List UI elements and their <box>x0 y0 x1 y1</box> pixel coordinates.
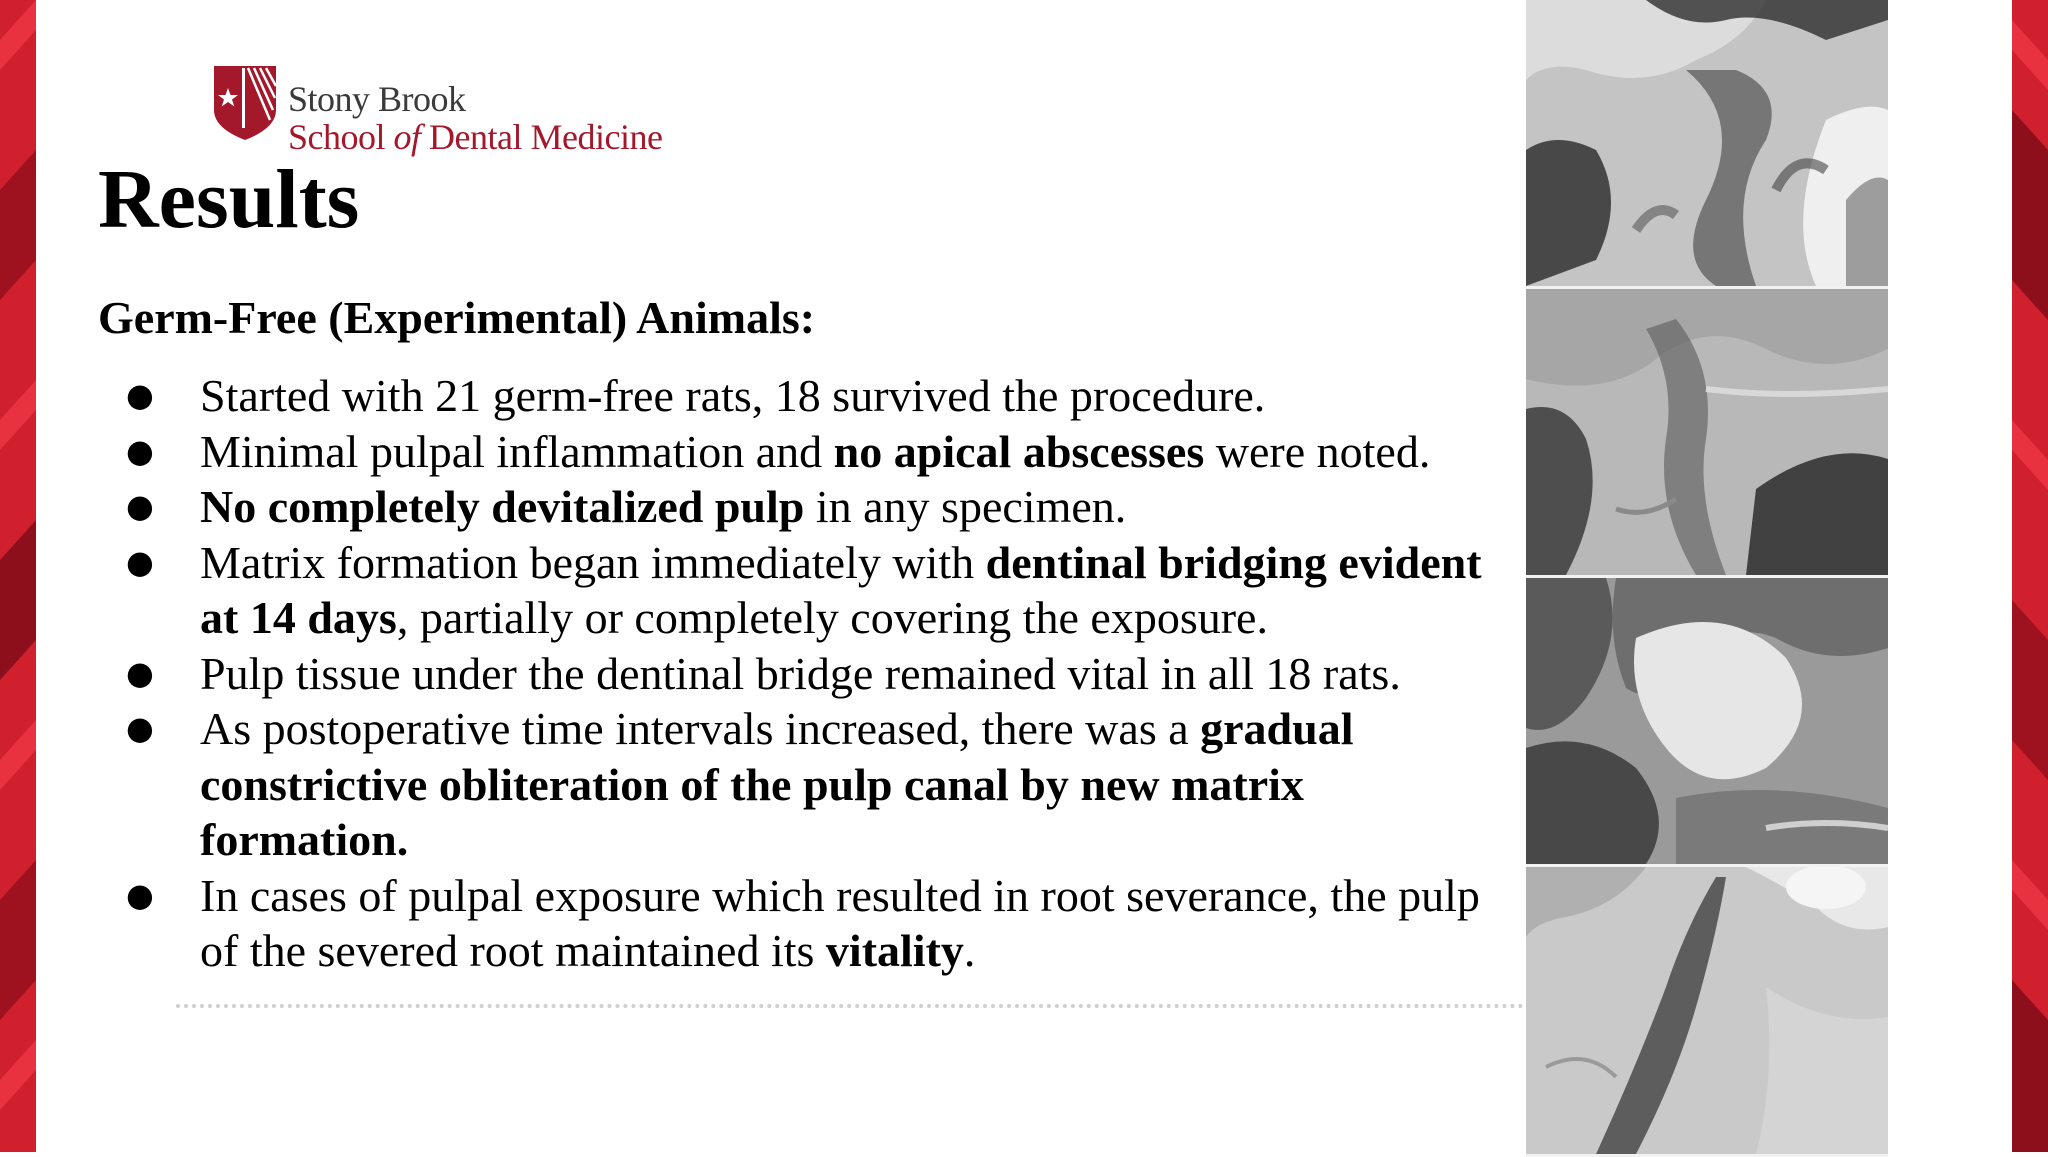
bullet-item <box>98 424 1518 480</box>
histology-micrograph-1 <box>1526 0 1888 289</box>
slide <box>36 0 2012 1152</box>
histology-micrograph-4 <box>1526 867 1888 1157</box>
results-bullet-list <box>98 368 1518 979</box>
bullet-text: , partially or completely covering the exposure. <box>396 592 1268 643</box>
right-decorative-border <box>2012 0 2048 1152</box>
bullet-text-bold: dentinal bridging evident at 14 days <box>200 536 1482 643</box>
stony-brook-logo <box>212 62 662 156</box>
bullet-item <box>98 868 1518 979</box>
bullet-text: Pulp tissue under the dentinal bridge remained vital in all 18 rats. <box>200 647 1401 699</box>
bullet-text-bold: no apical abscesses <box>833 425 1205 477</box>
bullet-text: Minimal pulpal inflammation and <box>200 425 834 477</box>
bullet-text: Matrix formation began immediately with <box>200 536 986 588</box>
histology-image-column <box>1526 0 1888 1152</box>
bullet-item <box>98 535 1518 646</box>
bullet-text: As postoperative time intervals increased, there was a <box>200 703 1201 754</box>
bullet-text: In cases of pulpal exposure which resulted in root severance, the pulp of the severed root maintained its <box>200 869 1480 976</box>
bullet-item <box>98 646 1518 702</box>
shield-logo-icon <box>212 62 278 142</box>
bullet-item <box>98 368 1518 424</box>
left-decorative-border <box>0 0 36 1152</box>
bullet-text: . <box>963 925 976 976</box>
histology-micrograph-3 <box>1526 578 1888 867</box>
bullet-text: in any specimen. <box>804 481 1127 532</box>
bullet-text-bold: vitality <box>825 925 964 976</box>
dotted-divider <box>176 1004 1556 1008</box>
bullet-text: were noted. <box>1204 425 1431 477</box>
bullet-text-bold: gradual constrictive obliteration of the pulp canal by new matrix formation. <box>200 703 1354 865</box>
logo-line-school: School of Dental Medicine <box>288 117 663 157</box>
bullet-item <box>98 479 1518 535</box>
section-subheading: Germ-Free (Experimental) Animals: <box>98 292 816 343</box>
logo-line-stony-brook: Stony Brook <box>288 79 466 119</box>
slide-title: Results <box>98 153 360 246</box>
bullet-text-bold: No completely devitalized pulp <box>200 481 805 532</box>
bullet-text: Started with 21 germ-free rats, 18 survived the procedure. <box>200 370 1266 421</box>
bullet-item <box>98 701 1518 868</box>
histology-micrograph-2 <box>1526 289 1888 578</box>
